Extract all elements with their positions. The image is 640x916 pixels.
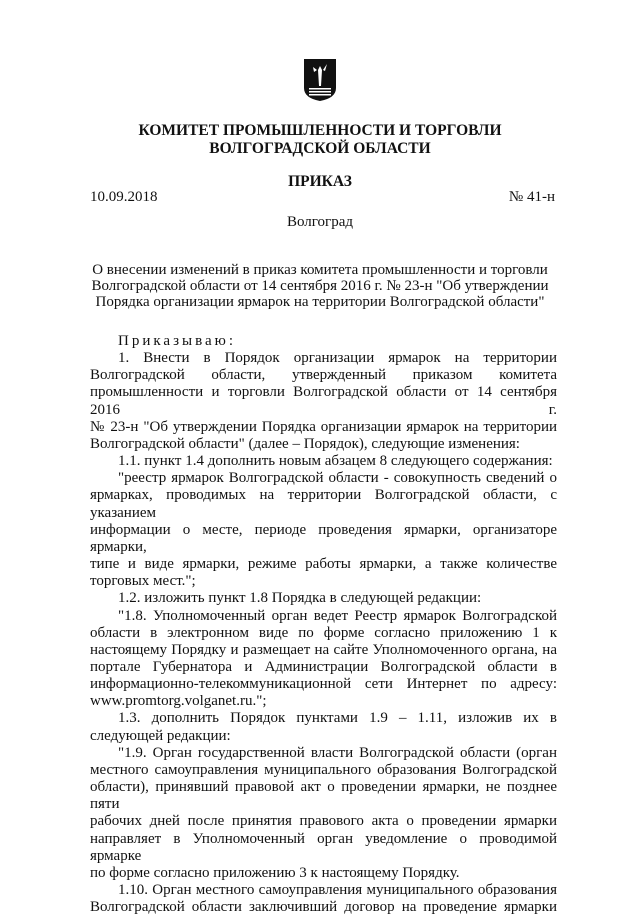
body-line: Волгоградской области заключивший договор на проведение ярмарки: [90, 899, 557, 916]
organization-name-line2: ВОЛГОГРАДСКОЙ ОБЛАСТИ: [209, 140, 431, 157]
body-line: области), принявший правовой акт о проведении ярмарки, не позднее пяти: [90, 779, 557, 813]
document-body: [90, 333, 557, 916]
document-city: Волгоград: [286, 214, 353, 230]
body-line: "1.8. Уполномоченный орган ведет Реестр ярмарок Волгоградской: [118, 607, 557, 624]
organization-name-line1: КОМИТЕТ ПРОМЫШЛЕННОСТИ И ТОРГОВЛИ: [138, 122, 502, 139]
body-line: направляет в Уполномоченный орган уведомление о проводимой ярмарке: [90, 830, 557, 864]
document-subject: [0, 262, 640, 310]
body-line: 1.2. изложить пункт 1.8 Порядка в следующей редакции:: [118, 590, 482, 607]
body-line: по форме согласно приложению 3 к настоящему Порядку.: [90, 864, 460, 881]
body-line: промышленности и торговли Волгоградской области от 14 сентября 2016 г.: [90, 384, 557, 418]
body-line: 1. Внести в Порядок организации ярмарок на территории: [118, 350, 557, 367]
body-line: настоящему Порядку и размещает на сайте Уполномоченного органа, на: [90, 641, 557, 658]
organization-name: [0, 122, 640, 158]
body-line: местного самоуправления муниципального образования Волгоградской: [90, 761, 557, 778]
body-line: информационно-телекоммуникационной сети Интернет по адресу:: [90, 676, 557, 693]
body-line: www.promtorg.volganet.ru.";: [90, 693, 267, 710]
body-line: области в электронном виде по форме согласно приложению 1 к: [90, 624, 557, 641]
subject-line: Порядка организации ярмарок на территории Волгоградской области": [95, 294, 545, 310]
document-type: ПРИКАЗ: [288, 173, 352, 190]
body-line: № 23-н "Об утверждении Порядка организации ярмарок на территории: [90, 418, 557, 435]
body-line: информации о месте, периоде проведения ярмарки, организаторе ярмарки,: [90, 521, 557, 555]
body-line: следующей редакции:: [90, 727, 231, 744]
body-line: торговых мест.";: [90, 573, 196, 590]
document-date: 10.09.2018: [90, 189, 158, 205]
body-line: Волгоградской области, утвержденный приказом комитета: [90, 367, 557, 384]
body-line: "1.9. Орган государственной власти Волгоградской области (орган: [118, 744, 557, 761]
body-line: типе и виде ярмарки, режиме работы ярмарки, а также количестве: [90, 556, 557, 573]
body-line: "реестр ярмарок Волгоградской области - совокупность сведений о: [118, 470, 557, 487]
body-line: Волгоградской области" (далее – Порядок), следующие изменения:: [90, 435, 520, 452]
coat-of-arms-icon: [303, 58, 337, 102]
subject-line: О внесении изменений в приказ комитета промышленности и торговли: [92, 262, 548, 278]
subject-line: Волгоградской области от 14 сентября 2016 г. № 23-н "Об утверждении: [91, 278, 549, 294]
body-line: 1.10. Орган местного самоуправления муниципального образования: [118, 882, 557, 898]
body-line: ярмарках, проводимых на территории Волгоградской области, с указанием: [90, 487, 557, 521]
document-number: № 41-н: [508, 189, 555, 205]
body-order-word: Приказываю:: [118, 333, 236, 349]
body-line: рабочих дней после принятия правового акта о проведении ярмарки: [90, 813, 557, 830]
body-line: 1.3. дополнить Порядок пунктами 1.9 – 1.11, изложив их в: [118, 710, 557, 727]
body-line: 1.1. пункт 1.4 дополнить новым абзацем 8 следующего содержания:: [118, 453, 553, 470]
body-line: портале Губернатора и Администрации Волгоградской области в: [90, 658, 557, 675]
